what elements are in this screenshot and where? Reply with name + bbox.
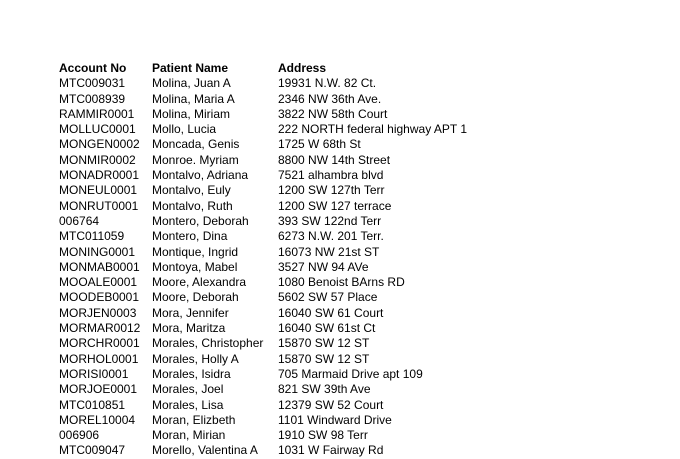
patient-name-cell: Montero, Dina — [152, 229, 228, 244]
table-row — [59, 398, 538, 413]
address-cell: 3527 NW 94 AVe — [278, 259, 369, 274]
table-row — [59, 245, 538, 260]
account-no-cell: MONRUT0001 — [59, 198, 139, 213]
account-no-cell: MONGEN0002 — [59, 137, 140, 152]
table-row — [59, 428, 538, 443]
table-row — [59, 275, 538, 290]
address-cell: 705 Marmaid Drive apt 109 — [278, 366, 423, 381]
table-row — [59, 107, 538, 122]
account-no-cell: MORCHR0001 — [59, 336, 140, 351]
account-no-cell: MTC011059 — [59, 229, 125, 244]
patient-name-cell: Morales, Lisa — [152, 397, 224, 412]
account-no-cell: MOLLUC0001 — [59, 122, 136, 137]
table-row — [59, 183, 538, 198]
address-cell: 1725 W 68th St — [278, 137, 361, 152]
account-no-cell: MOODEB0001 — [59, 290, 140, 305]
account-no-cell: MORMAR0012 — [59, 321, 141, 336]
patient-name-cell: Moore, Alexandra — [152, 275, 247, 290]
patient-name-cell: Montique, Ingrid — [152, 244, 239, 259]
table-row — [59, 443, 538, 458]
patient-name-cell: Moran, Elizbeth — [152, 412, 236, 427]
account-no-cell: MONEUL0001 — [59, 183, 138, 198]
patient-name-cell: Morales, Joel — [152, 382, 224, 397]
patient-name-cell: Morales, Holly A — [152, 351, 239, 366]
patient-name-cell: Moran, Mirian — [152, 428, 226, 443]
account-no-cell: MONING0001 — [59, 244, 136, 259]
table-row — [59, 367, 538, 382]
address-cell: 7521 alhambra blvd — [278, 168, 384, 183]
address-cell: 2346 NW 36th Ave. — [278, 91, 382, 106]
table-row — [59, 168, 538, 183]
table-row — [59, 214, 538, 229]
table-row — [59, 306, 538, 321]
address-cell: 222 NORTH federal highway APT 1 — [278, 122, 467, 137]
account-no-cell: 006764 — [59, 213, 100, 228]
address-cell: 3822 NW 58th Court — [278, 106, 388, 121]
address-cell: 19931 N.W. 82 Ct. — [278, 76, 377, 91]
patient-name-cell: Molina, Miriam — [152, 106, 231, 121]
account-no-cell: MTC008939 — [59, 91, 126, 106]
patient-name-cell: Montoya, Mabel — [152, 259, 238, 274]
table-row — [59, 229, 538, 244]
account-no-cell: MORJOE0001 — [59, 382, 138, 397]
patient-name-cell: Montero, Deborah — [152, 213, 249, 228]
address-cell: 15870 SW 12 ST — [278, 336, 370, 351]
patient-name-cell: Mollo, Lucia — [152, 122, 217, 137]
patient-table — [59, 61, 538, 459]
address-cell: 1200 SW 127 terrace — [278, 198, 392, 213]
patient-name-cell: Montalvo, Adriana — [152, 168, 249, 183]
address-cell: 16073 NW 21st ST — [278, 244, 380, 259]
header-patient-name: Patient Name — [152, 61, 229, 75]
patient-name-cell: Morales, Christopher — [152, 336, 264, 351]
patient-name-cell: Mora, Maritza — [152, 321, 226, 336]
patient-name-cell: Monroe. Myriam — [152, 152, 239, 167]
table-row — [59, 413, 538, 428]
table-row — [59, 336, 538, 351]
address-cell: 16040 SW 61st Ct — [278, 321, 376, 336]
patient-name-cell: Molina, Maria A — [152, 91, 235, 106]
header-account-no: Account No — [59, 61, 127, 75]
header-address: Address — [278, 61, 327, 75]
address-cell: 8800 NW 14th Street — [278, 152, 391, 167]
table-body — [59, 76, 538, 458]
table-row — [59, 76, 538, 91]
patient-name-cell: Moore, Deborah — [152, 290, 239, 305]
account-no-cell: MTC009047 — [59, 443, 126, 458]
address-cell: 821 SW 39th Ave — [278, 382, 371, 397]
patient-name-cell: Morales, Isidra — [152, 366, 231, 381]
patient-name-cell: Mora, Jennifer — [152, 305, 229, 320]
address-cell: 1200 SW 127th Terr — [278, 183, 385, 198]
account-no-cell: RAMMIR0001 — [59, 106, 135, 121]
address-cell: 1031 W Fairway Rd — [278, 443, 384, 458]
account-no-cell: MONMAB0001 — [59, 259, 140, 274]
account-no-cell: MORISI0001 — [59, 366, 129, 381]
table-row — [59, 260, 538, 275]
patient-name-cell: Moncada, Genis — [152, 137, 240, 152]
address-cell: 16040 SW 61 Court — [278, 305, 384, 320]
address-cell: 5602 SW 57 Place — [278, 290, 378, 305]
account-no-cell: MORHOL0001 — [59, 351, 139, 366]
address-cell: 15870 SW 12 ST — [278, 351, 370, 366]
table-row — [59, 199, 538, 214]
table-header — [59, 61, 538, 76]
account-no-cell: MONMIR0002 — [59, 152, 136, 167]
account-no-cell: 006906 — [59, 428, 100, 443]
table-row — [59, 352, 538, 367]
address-cell: 6273 N.W. 201 Terr. — [278, 229, 384, 244]
address-cell: 1080 Benoist BArns RD — [278, 275, 405, 290]
table-row — [59, 382, 538, 397]
address-cell: 1910 SW 98 Terr — [278, 428, 368, 443]
table-row — [59, 92, 538, 107]
patient-name-cell: Molina, Juan A — [152, 76, 231, 91]
table-row — [59, 122, 538, 137]
table-row — [59, 290, 538, 305]
account-no-cell: MOREL10004 — [59, 412, 136, 427]
address-cell: 12379 SW 52 Court — [278, 397, 384, 412]
patient-name-cell: Montalvo, Ruth — [152, 198, 233, 213]
account-no-cell: MORJEN0003 — [59, 305, 137, 320]
account-no-cell: MONADR0001 — [59, 168, 140, 183]
table-row — [59, 153, 538, 168]
account-no-cell: MTC009031 — [59, 76, 126, 91]
patient-name-cell: Morello, Valentina A — [152, 443, 258, 458]
table-row — [59, 137, 538, 152]
table-row — [59, 321, 538, 336]
address-cell: 1101 Windward Drive — [278, 412, 392, 427]
address-cell: 393 SW 122nd Terr — [278, 213, 382, 228]
account-no-cell: MOOALE0001 — [59, 275, 138, 290]
patient-name-cell: Montalvo, Euly — [152, 183, 231, 198]
account-no-cell: MTC010851 — [59, 397, 126, 412]
